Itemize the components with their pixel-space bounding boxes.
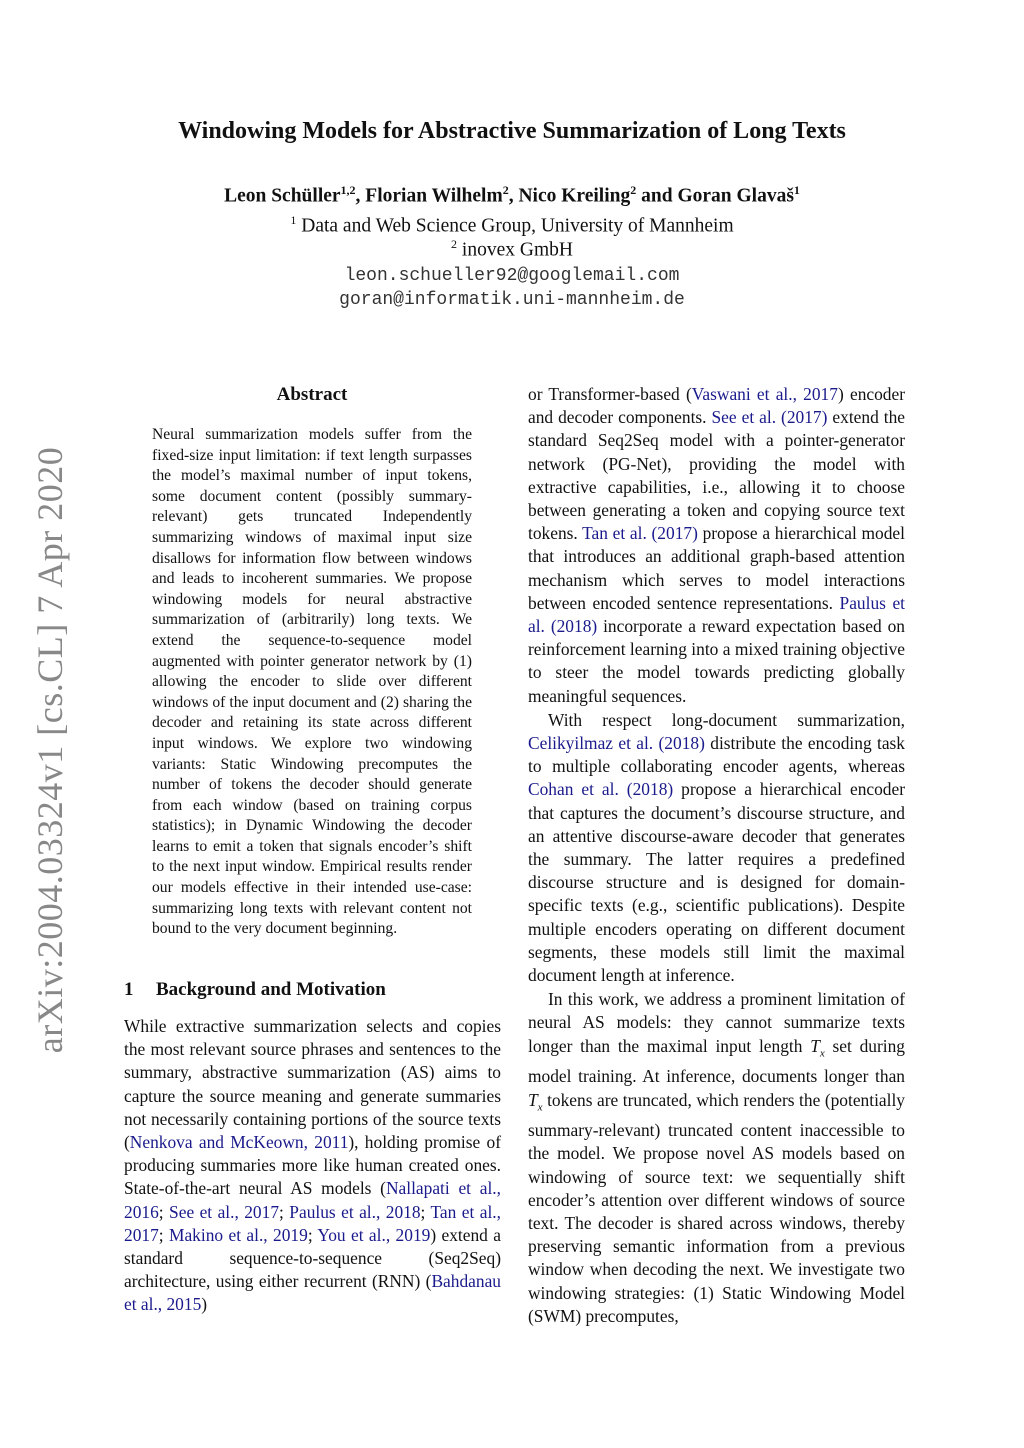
math-var: T (810, 1035, 820, 1056)
citation-link[interactable]: Nallapati et al., 2016 (124, 1178, 501, 1222)
body-text: ) encoder and decoder components. (528, 384, 906, 428)
section-heading (124, 979, 386, 1001)
author-separator: and (636, 185, 678, 207)
author-list (0, 183, 1024, 208)
citation-link[interactable]: Bahdanau et al., 2015 (124, 1271, 501, 1315)
affiliation-mark: 2 (451, 237, 458, 251)
paragraph (528, 383, 905, 708)
math-subscript: x (819, 1047, 825, 1060)
citation-link[interactable]: Celikyilmaz et al. (2018) (528, 733, 705, 754)
paragraph (124, 1015, 501, 1317)
citation-link[interactable]: Tan et al. (2017) (582, 523, 698, 544)
citation-separator: ; (158, 1201, 170, 1222)
body-text: While extractive summarization selects and copies the most relevant source phrases and sentences to the summary, abstractive summarization (AS) aims to capture the source meaning and generate summaries not necessarily containing portions of the source texts ( (124, 1016, 501, 1153)
abstract-heading: Abstract (276, 384, 348, 405)
body-text: extend the standard Seq2Seq model with a pointer-generator network (PG-Net), providing the model with extractive capabilities, i.e., allowing it to choose between generating a token and copying source text tokens. (528, 407, 906, 544)
author-affiliation-mark: 2 (502, 183, 509, 197)
math-subscript: x (537, 1101, 543, 1114)
arxiv-identifier (30, 446, 70, 1054)
math-symbol (810, 1035, 825, 1060)
abstract-text: Neural summarization models suffer from the fixed-size input limitation: if text length surpasses the model’s maximal number of input tokens, some document content (possibly summary-relevant) gets truncated Independently summarizing windows of maximal input size disallows for information flow between windows and leads to incoherent summaries. We propose windowing models for neural abstractive summarization of (arbitrarily) long texts. We extend the sequence-to-sequence model augmented with pointer generator network by (1) allowing the encoder to slide over different windows of the input document and (2) sharing the decoder and retaining its state across different input windows. We explore two windowing variants: Static Windowing precomputes the number of tokens the decoder should generate from each window (based on training corpus statistics); in Dynamic Windowing the decoder learns to emit a token that signals encoder’s shift to the next input window. Empirical results render our models effective in their intended use-case: summarizing long texts with relevant content not bound to the very document beginning. (152, 426, 472, 938)
citation-link[interactable]: Tan et al., 2017 (124, 1201, 501, 1245)
affiliation-2 (0, 237, 1024, 262)
citation-separator: ; (158, 1224, 169, 1245)
paper-title: Windowing Models for Abstractive Summarization of Long Texts (178, 118, 846, 144)
body-text: propose a hierarchical encoder that captures the document’s discourse structure, and an attentive discourse-aware decoder that generates the summary. The latter requires a predefined discourse structure and is designed for domain-specific texts (e.g., scientific publications). Despite multiple encoders operating on different document segments, these models still limit the maximal document length at inference. (528, 779, 906, 986)
affiliation-1 (0, 213, 1024, 238)
body-column-left (124, 1015, 501, 1317)
author-affiliation-mark: 1,2 (340, 183, 356, 197)
email-1[interactable]: leon.schueller92@googlemail.com (344, 266, 680, 286)
citation-separator: ; (279, 1201, 290, 1222)
affiliation-text: Data and Web Science Group, University of Mannheim (296, 215, 734, 237)
body-text: ), holding promise of producing summaries more like human created ones. State-of-the-art neural AS models ( (124, 1132, 501, 1199)
author-separator: , (508, 185, 519, 207)
citation-link[interactable]: Paulus et al. (2018) (528, 592, 906, 637)
math-var: T (528, 1089, 538, 1110)
citation-separator: ; (307, 1224, 318, 1245)
math-symbol (528, 1089, 543, 1114)
paragraph (528, 988, 905, 1328)
body-text: incorporate a reward expectation based on reinforcement learning into a mixed training objective to steer the model towards predicting globally meaningful sequences. (528, 616, 905, 706)
citation-link[interactable]: Paulus et al., 2018 (289, 1201, 421, 1222)
section-title: Background and Motivation (156, 979, 386, 1000)
email-2[interactable]: goran@informatik.uni-mannheim.de (339, 290, 685, 310)
citation-link[interactable]: Makino et al., 2019 (169, 1224, 308, 1245)
author-name: Nico Kreiling (518, 185, 631, 207)
arxiv-identifier-text: arXiv:2004.03324v1 [cs.CL] 7 Apr 2020 (30, 446, 70, 1054)
body-text: set during model training. At inference, documents longer than (528, 1035, 905, 1087)
body-column-right (528, 383, 905, 1328)
citation-separator: ; (420, 1201, 431, 1222)
citation-link[interactable]: See et al., 2017 (169, 1201, 280, 1222)
body-text: ) extend a standard sequence-to-sequence (Seq2Seq) architecture, using either recurrent (RNN) ( (124, 1224, 501, 1292)
citation-link[interactable]: Nenkova and McKeown, 2011 (129, 1132, 349, 1153)
citation-link[interactable]: Cohan et al. (2018) (528, 779, 674, 800)
author-name: Leon Schüller (224, 185, 341, 207)
citation-link[interactable]: Vaswani et al., 2017 (691, 384, 838, 404)
section-number: 1 (124, 979, 134, 1000)
citation-link[interactable]: See et al. (2017) (711, 407, 828, 428)
author-affiliation-mark: 1 (793, 183, 800, 197)
author-separator: , (355, 185, 366, 207)
body-text: ) (201, 1294, 208, 1315)
author-name: Florian Wilhelm (365, 185, 503, 207)
affiliation-mark: 1 (290, 213, 297, 227)
author-name: Goran Glavaš (677, 185, 794, 207)
citation-link[interactable]: You et al., 2019 (317, 1224, 431, 1245)
body-text: propose a hierarchical model that introduces an additional graph-based attention mechanism which serves to model interactions between encoded sentence representations. (528, 523, 905, 613)
body-text: tokens are truncated, which renders the (potentially summary-relevant) truncated content inaccessible to the model. We propose novel AS models based on windowing of source text: we sequentially shift encoder’s attention over different windows of source text. The decoder is shared across windows, thereby preserving semantic information from a previous window when decoding the next. We investigate two windowing strategies: (1) Static Windowing Model (SWM) precomputes, (528, 1089, 905, 1326)
body-text: or Transformer-based ( (528, 384, 692, 404)
paragraph (528, 709, 905, 987)
affiliation-text: inovex GmbH (457, 239, 573, 261)
author-affiliation-mark: 2 (630, 183, 637, 197)
body-text: distribute the encoding task to multiple collaborating encoder agents, whereas (528, 733, 906, 777)
body-text: With respect long-document summarization, (548, 709, 905, 730)
body-text: In this work, we address a prominent limitation of neural AS models: they cannot summarize texts longer than the maximal input length (528, 989, 905, 1056)
